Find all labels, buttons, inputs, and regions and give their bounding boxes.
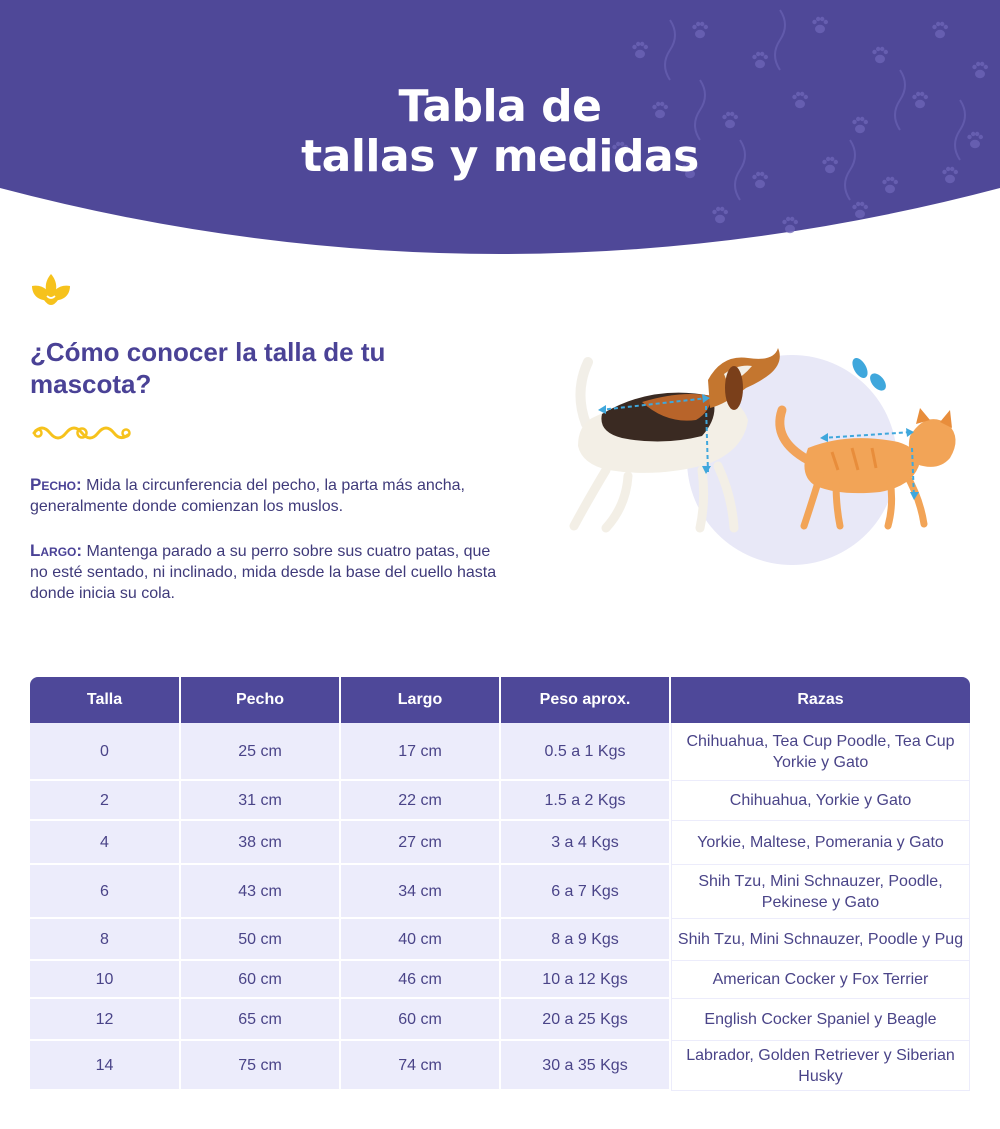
cell-peso: 0.5 a 1 Kgs <box>501 723 671 781</box>
cell-peso: 6 a 7 Kgs <box>501 865 671 919</box>
cell-pecho: 31 cm <box>181 781 341 821</box>
table-row <box>30 999 970 1041</box>
table-row <box>30 1041 970 1091</box>
cell-razas: English Cocker Spaniel y Beagle <box>671 999 970 1041</box>
cell-razas: Chihuahua, Yorkie y Gato <box>671 781 970 821</box>
cell-largo: 22 cm <box>341 781 501 821</box>
pecho-label: Pecho: <box>30 475 82 494</box>
cell-peso: 3 a 4 Kgs <box>501 821 671 865</box>
pecho-text: Mida la circunferencia del pecho, la parta más ancha, generalmente donde comienzan los muslos. <box>30 477 465 515</box>
pecho-instruction <box>30 474 500 517</box>
title-line-1: Tabla de <box>398 81 602 132</box>
largo-instruction <box>30 540 500 604</box>
cell-pecho: 38 cm <box>181 821 341 865</box>
cell-peso: 20 a 25 Kgs <box>501 999 671 1041</box>
cell-largo: 74 cm <box>341 1041 501 1091</box>
cell-talla: 2 <box>30 781 181 821</box>
largo-text: Mantenga parado a su perro sobre sus cuatro patas, que no esté sentado, ni inclinado, mida desde la base del cuello hasta donde inicia su cola. <box>30 543 497 602</box>
cell-razas: American Cocker y Fox Terrier <box>671 961 970 999</box>
cell-pecho: 25 cm <box>181 723 341 781</box>
page-title <box>0 82 1000 182</box>
table-row <box>30 961 970 999</box>
largo-label: Largo: <box>30 541 83 560</box>
cell-talla: 12 <box>30 999 181 1041</box>
table-row <box>30 821 970 865</box>
cell-razas: Yorkie, Maltese, Pomerania y Gato <box>671 821 970 865</box>
cell-pecho: 50 cm <box>181 919 341 961</box>
table-header-row <box>30 677 970 723</box>
cell-talla: 0 <box>30 723 181 781</box>
header-talla: Talla <box>30 677 181 723</box>
size-table <box>30 677 970 1091</box>
cell-razas: Shih Tzu, Mini Schnauzer, Poodle, Pekinese y Gato <box>671 865 970 919</box>
cell-talla: 4 <box>30 821 181 865</box>
cell-razas: Chihuahua, Tea Cup Poodle, Tea Cup Yorkie y Gato <box>671 723 970 781</box>
table-row <box>30 919 970 961</box>
pets-illustration <box>532 340 972 580</box>
cell-talla: 10 <box>30 961 181 999</box>
cell-largo: 17 cm <box>341 723 501 781</box>
cell-peso: 1.5 a 2 Kgs <box>501 781 671 821</box>
header-largo: Largo <box>341 677 501 723</box>
header-peso: Peso aprox. <box>501 677 671 723</box>
cell-talla: 8 <box>30 919 181 961</box>
header-pecho: Pecho <box>181 677 341 723</box>
cell-pecho: 75 cm <box>181 1041 341 1091</box>
cell-pecho: 60 cm <box>181 961 341 999</box>
flower-icon <box>28 272 74 312</box>
table-row <box>30 781 970 821</box>
cell-peso: 30 a 35 Kgs <box>501 1041 671 1091</box>
table-row <box>30 723 970 781</box>
cell-largo: 60 cm <box>341 999 501 1041</box>
cell-pecho: 65 cm <box>181 999 341 1041</box>
cell-largo: 27 cm <box>341 821 501 865</box>
section-heading: ¿Cómo conocer la talla de tu mascota? <box>30 337 386 399</box>
title-line-2: tallas y medidas <box>301 131 699 182</box>
cell-peso: 8 a 9 Kgs <box>501 919 671 961</box>
cell-razas: Labrador, Golden Retriever y Siberian Husky <box>671 1041 970 1091</box>
cell-razas: Shih Tzu, Mini Schnauzer, Poodle y Pug <box>671 919 970 961</box>
cell-talla: 14 <box>30 1041 181 1091</box>
squiggle-divider <box>28 420 136 446</box>
cell-peso: 10 a 12 Kgs <box>501 961 671 999</box>
cell-talla: 6 <box>30 865 181 919</box>
header-razas: Razas <box>671 677 970 723</box>
cell-pecho: 43 cm <box>181 865 341 919</box>
cell-largo: 46 cm <box>341 961 501 999</box>
cell-largo: 40 cm <box>341 919 501 961</box>
header-banner <box>0 0 1000 260</box>
table-row <box>30 865 970 919</box>
cell-largo: 34 cm <box>341 865 501 919</box>
